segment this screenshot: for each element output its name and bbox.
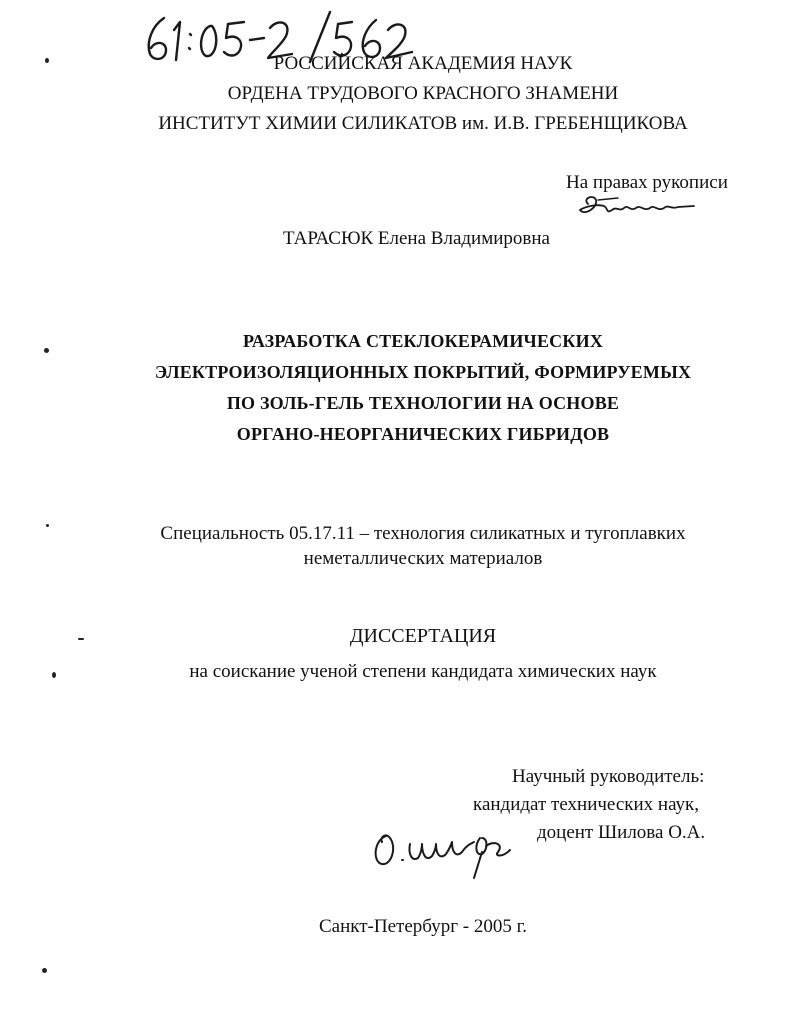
scan-speck [52,672,56,678]
title-line-3: ПО ЗОЛЬ-ГЕЛЬ ТЕХНОЛОГИИ НА ОСНОВЕ [226,393,620,413]
supervisor-label: Научный руководитель: [512,766,705,787]
scan-speck [78,638,84,640]
scan-speck [46,524,49,527]
institution-line-1: РОССИЙСКАЯ АКАДЕМИЯ НАУК [273,53,573,74]
scan-speck [44,348,49,353]
supervisor-signature [370,822,530,882]
specialty-line-2: неметаллических материалов [303,548,543,569]
institution-line-3: ИНСТИТУТ ХИМИИ СИЛИКАТОВ им. И.В. ГРЕБЕНЩИКОВА [158,113,688,134]
title-line-1: РАЗРАБОТКА СТЕКЛОКЕРАМИЧЕСКИХ [242,331,604,351]
supervisor-name: доцент Шилова О.А. [537,822,706,843]
manuscript-rights: На правах рукописи [566,172,728,193]
degree-line: на соискание ученой степени кандидата химических наук [189,661,657,682]
specialty-line-1: Специальность 05.17.11 – технология силикатных и тугоплавких [160,523,686,544]
supervisor-degree: кандидат технических наук, [473,794,700,815]
title-line-4: ОРГАНО-НЕОРГАНИЧЕСКИХ ГИБРИДОВ [236,424,610,444]
institution-line-2: ОРДЕНА ТРУДОВОГО КРАСНОГО ЗНАМЕНИ [227,83,619,104]
scan-speck [45,58,49,63]
document-type: ДИССЕРТАЦИЯ [349,625,497,647]
title-line-2: ЭЛЕКТРОИЗОЛЯЦИОННЫХ ПОКРЫТИЙ, ФОРМИРУЕМЫХ [154,362,692,382]
author-name: ТАРАСЮК Елена Владимировна [283,228,550,249]
city-year: Санкт-Петербург - 2005 г. [319,916,527,937]
author-signature [578,194,698,220]
scan-speck [42,968,47,973]
